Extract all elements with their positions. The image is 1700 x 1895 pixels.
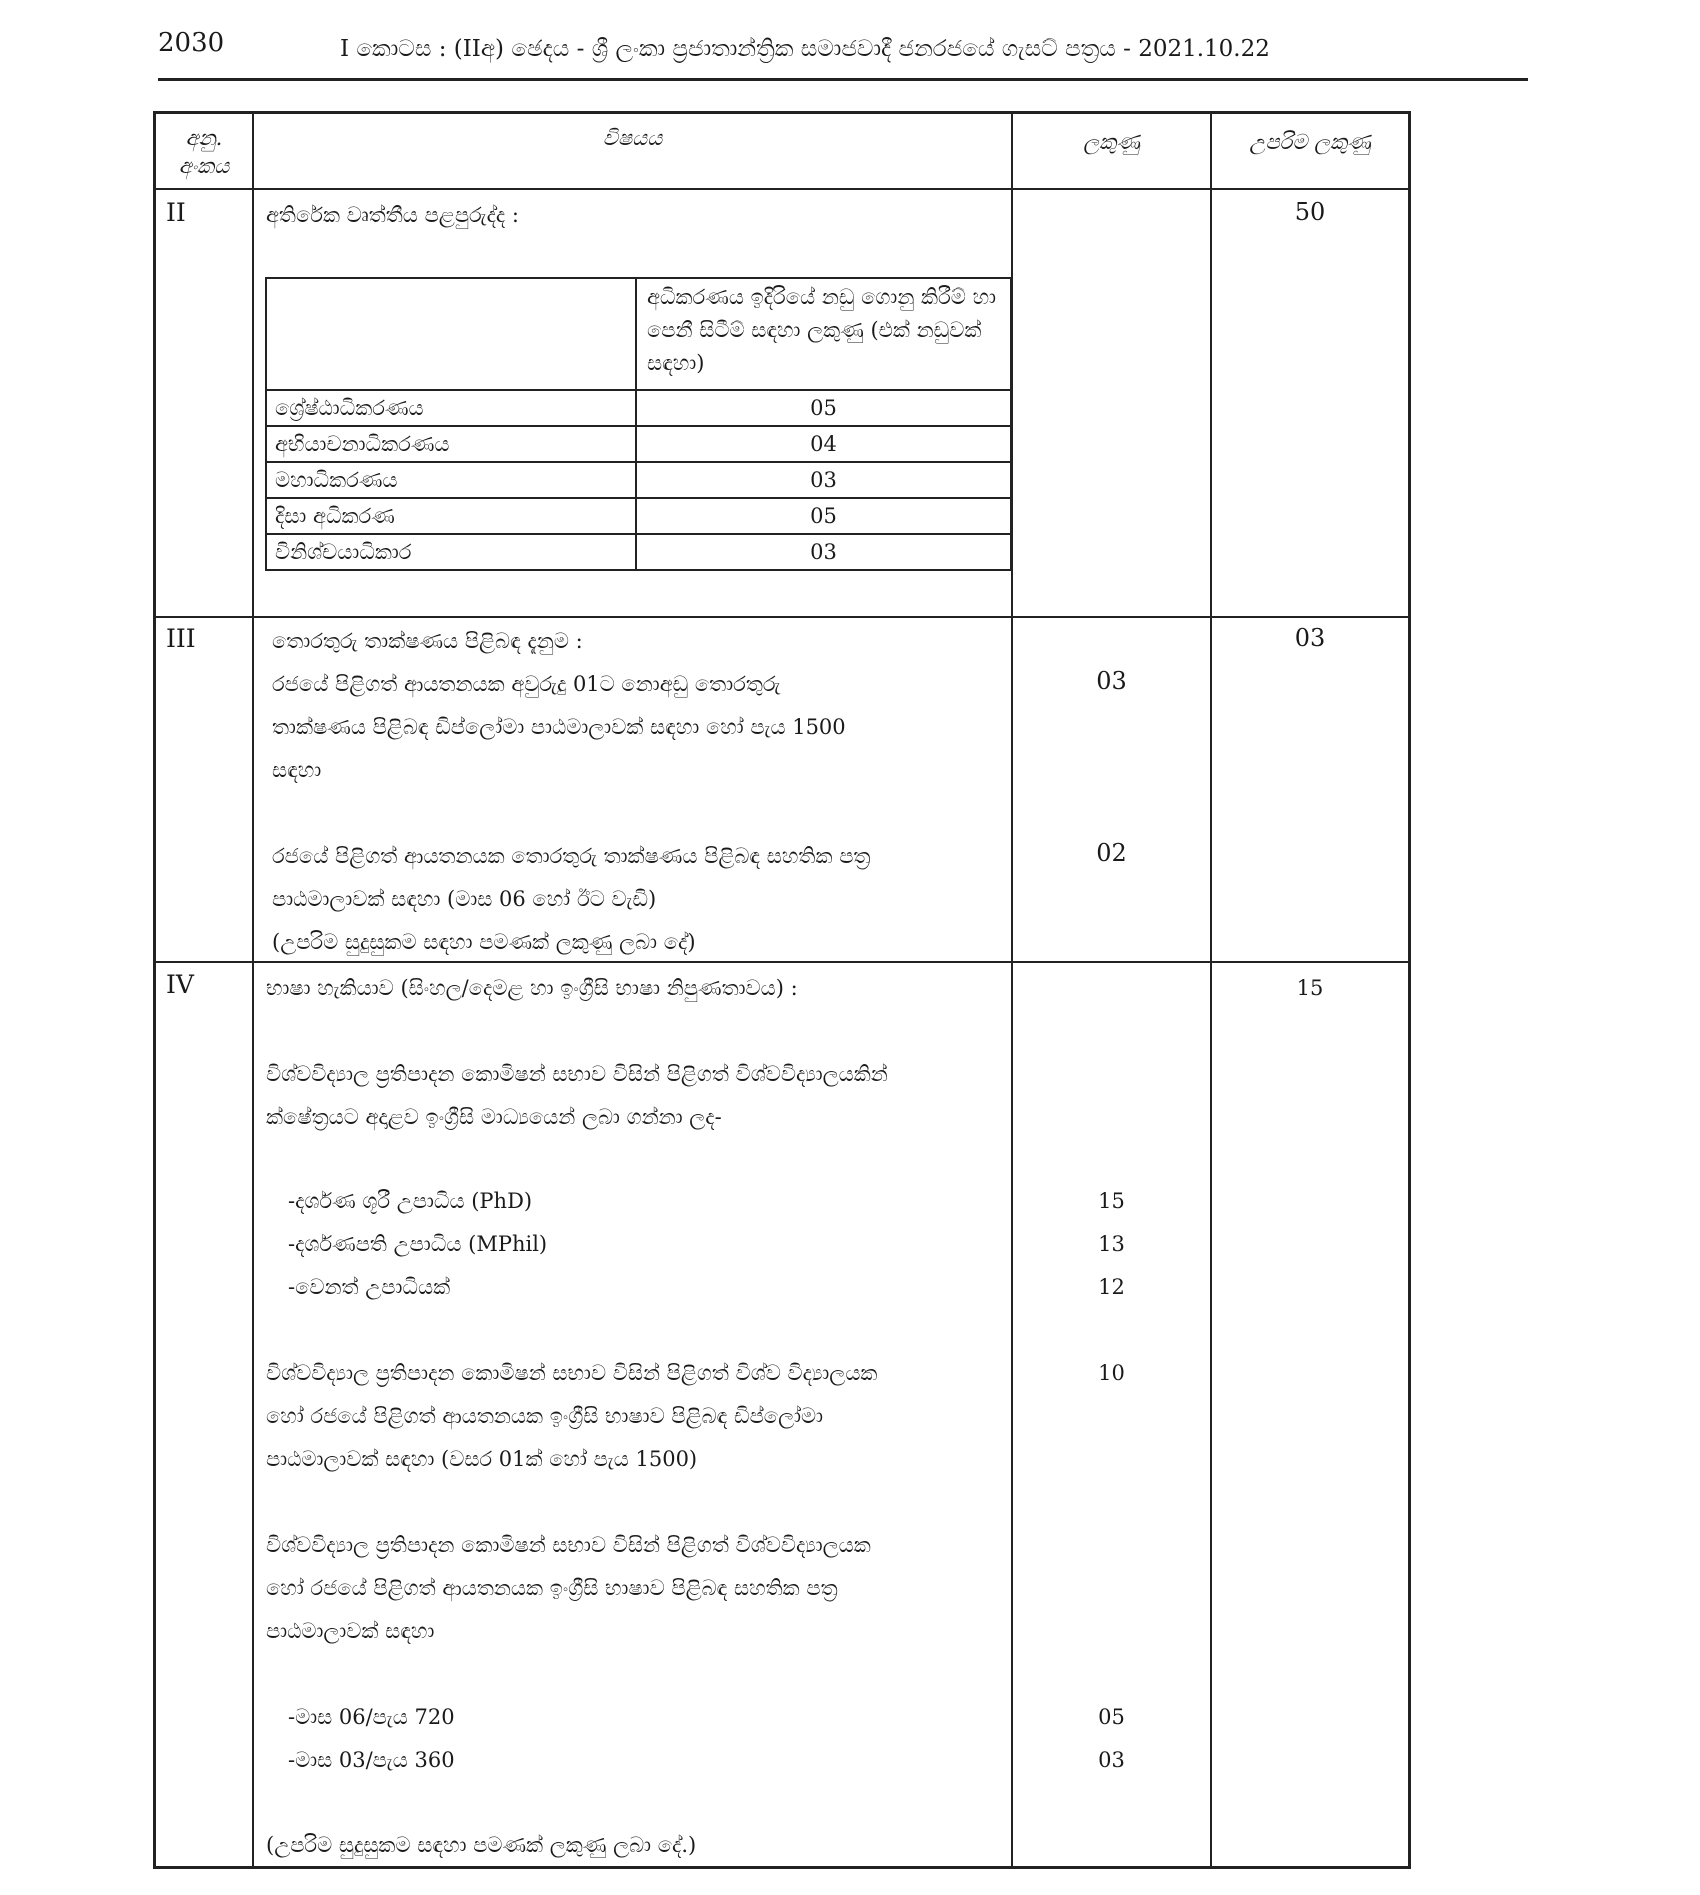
table-row — [266, 534, 1011, 570]
text-line: රජයේ පිළිගත් ආයතනයක තොරතුරු තාක්ෂණය පිළිබඳ සහතික පත්‍ර — [272, 844, 871, 868]
paragraph — [266, 1352, 1006, 1481]
max-marks: 15 — [1296, 976, 1324, 1000]
text-line: පාඨමාලාවක් සඳහා — [266, 1619, 435, 1643]
row-number: IV — [166, 970, 194, 999]
max-marks: 50 — [1294, 198, 1326, 226]
court-marks: 04 — [636, 426, 1011, 462]
court-name: ශ්‍රේෂ්ඨාධිකරණය — [266, 390, 636, 426]
column-header-max-marks: උපරිම ලකුණු — [1249, 130, 1371, 154]
marks-value: 02 — [1096, 839, 1127, 867]
table-row — [266, 462, 1011, 498]
paragraph — [266, 1053, 1006, 1139]
column-header-subject: විෂයය — [602, 126, 663, 150]
text-line: (උපරිම සුදුසුකම සඳහා පමණක් ලකුණු ලබා දේ) — [272, 930, 696, 954]
text-line: විශ්වවිද්‍යාල ප්‍රතිපාදන කොමිෂන් සභාව විසින් පිළිගත් විශ්ව විද්‍යාලයක — [266, 1361, 878, 1385]
note: (උපරිම සුදුසුකම සඳහා පමණක් ලකුණු ලබා දේ.) — [266, 1833, 697, 1857]
row-number: II — [166, 198, 186, 227]
list-item: -වෙනත් උපාධියක් — [288, 1275, 451, 1299]
marks-value: 05 — [1098, 1705, 1125, 1729]
table-cell — [266, 278, 636, 390]
column-divider — [252, 111, 254, 1869]
marks-value: 10 — [1098, 1361, 1125, 1385]
marks-value: 03 — [1096, 667, 1127, 695]
running-header: I කොටස : (IIඅ) ඡෙදය - ශ්‍රී ලංකා ප්‍රජාතාන්ත්‍රික සමාජවාදී ජනරජයේ ගැසට් පත්‍රය - 2021.10.22 — [340, 36, 1270, 62]
row-number: III — [166, 624, 196, 653]
column-header-no-line2: අංකය — [178, 154, 230, 178]
marks-value: 12 — [1098, 1275, 1125, 1299]
court-marks-table — [265, 277, 1012, 571]
court-name: මහාධිකරණය — [266, 462, 636, 498]
court-marks: 05 — [636, 390, 1011, 426]
court-marks: 03 — [636, 534, 1011, 570]
text-line: විශ්වවිද්‍යාල ප්‍රතිපාදන කොමිෂන් සභාව විසින් පිළිගත් විශ්වවිද්‍යාලයකින් — [266, 1062, 888, 1086]
column-header-no — [156, 124, 252, 180]
max-marks: 03 — [1294, 624, 1326, 652]
marks-value: 13 — [1098, 1232, 1125, 1256]
text-line: විශ්වවිද්‍යාල ප්‍රතිපාදන කොමිෂන් සභාව විසින් පිළිගත් විශ්වවිද්‍යාලයක — [266, 1533, 871, 1557]
court-marks: 03 — [636, 462, 1011, 498]
text-line: හෝ රජයේ පිළිගත් ආයතනයක ඉංග්‍රීසි භාෂාව පිළිබඳ සහතික පත්‍ර — [266, 1576, 838, 1600]
it-knowledge-block — [272, 620, 1002, 964]
paragraph — [266, 1524, 1006, 1653]
row-title: භාෂා හැකියාව (සිංහල/දෙමළ හා ඉංග්‍රීසි භාෂා නිපුණතාවය) : — [266, 976, 798, 1000]
text-line: රජයේ පිළිගත් ආයතනයක අවුරුදු 01ට නොඅඩු තොරතුරු — [272, 672, 781, 696]
header-rule — [158, 78, 1528, 81]
court-name: අභියාචනාධිකරණය — [266, 426, 636, 462]
marks-value: 15 — [1098, 1189, 1125, 1213]
table-row — [266, 498, 1011, 534]
text-line: පාඨමාලාවක් සඳහා (වසර 01ක් හෝ පැය 1500) — [266, 1447, 698, 1471]
degree-list — [288, 1180, 547, 1309]
page-number: 2030 — [158, 28, 225, 58]
court-marks-header: අධිකරණය ඉදිරියේ නඩු ගොනු කිරීම් හා පෙනී සිටීම් සඳහා ලකුණු (එක් නඩුවක් සඳහා) — [636, 278, 1011, 390]
table-row — [266, 390, 1011, 426]
duration-list — [288, 1696, 455, 1782]
row-divider — [153, 188, 1411, 190]
table-row — [266, 278, 1011, 390]
court-name: විනිශ්චයාධිකාර — [266, 534, 636, 570]
list-item: -දර්ශණපති උපාධිය (MPhil) — [288, 1232, 548, 1256]
column-header-marks: ලකුණු — [1083, 130, 1140, 154]
court-marks: 05 — [636, 498, 1011, 534]
list-item: -දර්ශණ ශූරී උපාධිය (PhD) — [288, 1189, 533, 1213]
court-name: දිසා අධිකරණ — [266, 498, 636, 534]
text-line: තාක්ෂණය පිළිබඳ ඩිප්ලෝමා පාඨමාලාවක් සඳහා හෝ පැය 1500 — [272, 715, 846, 739]
column-header-no-line1: අනු. — [185, 126, 223, 150]
text-line: සඳහා — [272, 758, 322, 782]
list-item: -මාස 06/පැය 720 — [288, 1705, 455, 1729]
marks-value: 03 — [1098, 1748, 1125, 1772]
list-item: -මාස 03/පැය 360 — [288, 1748, 455, 1772]
degree-marks — [1013, 1180, 1210, 1309]
row-divider — [153, 616, 1411, 618]
text-line: පාඨමාලාවක් සඳහා (මාස 06 හෝ ඊට වැඩි) — [272, 887, 657, 911]
text-line: ක්ෂේත්‍රයට අදාළව ඉංග්‍රීසි මාධ්‍යයෙන් ලබා ගන්නා ලද- — [266, 1105, 722, 1129]
row-title: තොරතුරු තාක්ෂණය පිළිබඳ දැනුම : — [272, 629, 583, 653]
row-title: අතිරේක වෘත්තීය පළපුරුද්ද : — [266, 203, 519, 227]
duration-marks — [1013, 1696, 1210, 1782]
table-row — [266, 426, 1011, 462]
text-line: හෝ රජයේ පිළිගත් ආයතනයක ඉංග්‍රීසි භාෂාව පිළිබඳ ඩිප්ලෝමා — [266, 1404, 824, 1428]
